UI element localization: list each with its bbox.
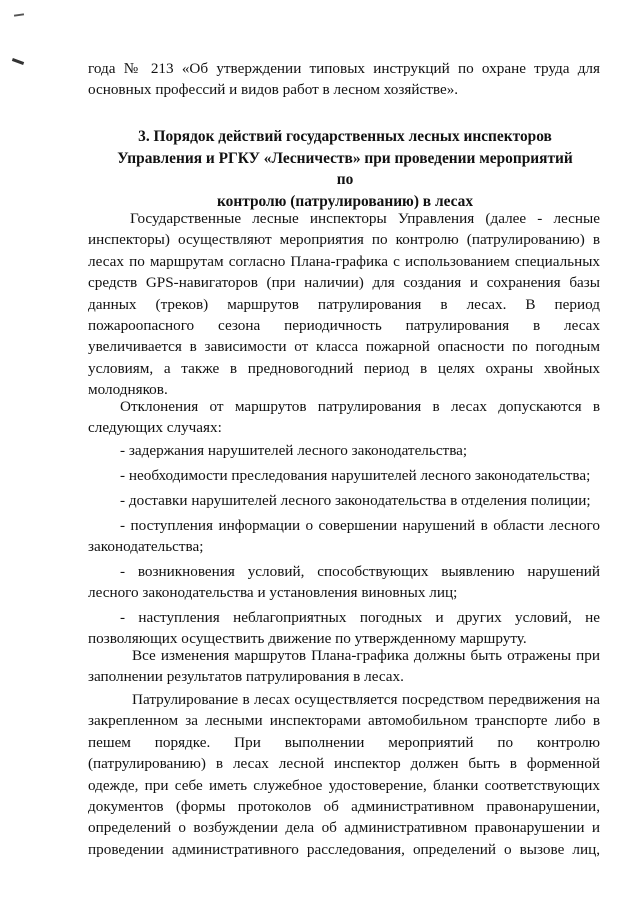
text-line: - наступления неблагоприятных погодных и других условий, не — [120, 609, 600, 626]
text-line: Патрулирование в лесах осуществляется посредством передвижения на — [132, 691, 600, 708]
text-line: документов (формы протоколов об административном правонарушении, — [88, 798, 600, 816]
text-line: увеличивается в зависимости от класса пожарной опасности по погодным — [88, 338, 600, 356]
case-list — [88, 465, 600, 486]
text-line: заполнении результатов патрулирования в лесах. — [88, 668, 404, 686]
text-line: условиям, а также в предновогодний период в целях охраны хвойных — [88, 359, 600, 377]
text-line: лесах по маршрутам согласно Плана-графика с использованием специальных — [88, 252, 600, 270]
text-line: закрепленном за лесными инспекторами автомобильном транспорте либо в — [88, 712, 600, 730]
list-item: - необходимости преследования нарушителей лесного законодательства; — [120, 467, 591, 484]
text-line: пешем порядке. При выполнении мероприятий по контролю — [88, 733, 600, 751]
text-line: пожароопасного сезона периодичность патрулирования в лесах — [88, 317, 600, 335]
case-list — [88, 440, 600, 461]
text-line: - возникновения условий, способствующих выявлению нарушений — [120, 563, 600, 580]
text-line: данных (треков) маршрутов патрулирования в лесах. В период — [88, 295, 600, 313]
paragraph-deviations — [88, 396, 600, 439]
paragraph-inspectors — [88, 208, 600, 401]
section-heading — [110, 126, 580, 212]
paragraph-changes — [88, 645, 600, 688]
case-list — [88, 490, 600, 511]
text-line: определений о возбуждении дела об административном правонарушении и — [88, 819, 600, 837]
text-line: Государственные лесные инспекторы Управления (далее - лесные — [130, 210, 600, 227]
heading-line: 3. Порядок действий государственных лесных инспекторов — [138, 128, 552, 145]
text-line: лесного законодательства и установления виновных лиц; — [88, 584, 458, 602]
list-item: - доставки нарушителей лесного законодательства в отделения полиции; — [120, 492, 591, 509]
list-item — [88, 561, 600, 604]
text-line: позволяющих осуществить движение по утвержденному маршруту. — [88, 630, 527, 648]
list-item — [88, 515, 600, 558]
paragraph-patrolling — [88, 689, 600, 860]
text-line: - поступления информации о совершении нарушений в области лесного — [120, 517, 600, 534]
list-item — [88, 607, 600, 650]
scan-artifact — [12, 58, 24, 65]
text-line: инспекторы) осуществляют мероприятия по контролю (патрулированию) в — [88, 231, 600, 249]
text-line: (патрулированию) в лесах лесной инспектор должен быть в форменной — [88, 755, 600, 773]
text-line: года № 213 «Об утверждении типовых инструкций по охране труда для — [88, 60, 600, 77]
scan-artifact — [14, 13, 24, 16]
heading-line: контролю (патрулированию) в лесах — [216, 192, 474, 210]
text-line: основных профессий и видов работ в лесном хозяйстве». — [88, 81, 459, 99]
text-line: одежде, при себе иметь служебное удостоверение, бланки соответствующих — [88, 776, 600, 794]
text-line: следующих случаях: — [88, 419, 222, 437]
text-line: проведении административного расследования, определений о вызове лиц, — [88, 840, 600, 858]
text-line: молодняков. — [88, 381, 168, 399]
text-line: Все изменения маршрутов Плана-графика должны быть отражены при — [132, 647, 600, 664]
intro-text — [88, 58, 600, 101]
text-line: средств GPS-навигаторов (при наличии) для создания и сохранения базы — [88, 274, 600, 292]
list-item: - задержания нарушителей лесного законодательства; — [120, 442, 468, 459]
heading-line: Управления и РГКУ «Лесничеств» при проведении мероприятий по — [117, 149, 573, 188]
text-line: законодательства; — [88, 538, 204, 556]
text-line: Отклонения от маршрутов патрулирования в лесах допускаются в — [120, 398, 600, 415]
